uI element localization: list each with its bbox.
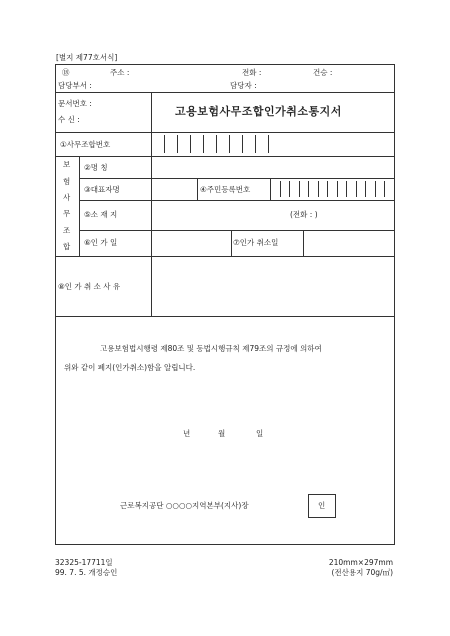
side-label-char: 보	[63, 160, 71, 170]
footer-revised: 99. 7. 5. 개정승인	[55, 568, 118, 577]
recipient-label: 수 신 :	[58, 115, 80, 124]
digit-box-divider	[190, 135, 191, 153]
rrn-boxes[interactable]	[270, 178, 394, 200]
document-title: 고용보험사무조합인가취소통지서	[175, 105, 342, 118]
side-label-char: 사	[63, 192, 71, 202]
digit-box-divider	[299, 181, 300, 197]
digit-box-divider	[229, 135, 230, 153]
rrn-label: ④주민등록번호	[200, 185, 251, 194]
date-month: 월	[218, 429, 226, 438]
body-line-1: 고용보험법시행령 제80조 및 동법시행규칙 제79조의 규정에 의하여	[100, 344, 322, 353]
sender-line: 근로복지공단 ○○○○지역본부(지사)장	[120, 501, 249, 510]
side-label-char: 합	[63, 241, 71, 251]
union-number-label: ①사무조합번호	[60, 140, 111, 149]
digit-box-divider	[318, 181, 319, 197]
header-mark: ⑱	[62, 68, 70, 77]
form-number-label: [별지 제77호서식]	[56, 53, 118, 62]
representative-label: ③대표자명	[84, 185, 120, 194]
seal-text: 인	[318, 501, 326, 510]
ext-label: 건승 :	[313, 68, 333, 77]
date-day: 일	[256, 429, 264, 438]
digit-box-divider	[356, 181, 357, 197]
location-label: ⑤소 재 지	[84, 210, 118, 219]
digit-box-divider	[255, 135, 256, 153]
digit-box-divider	[164, 135, 165, 153]
location-phone: (전화 : )	[290, 210, 318, 219]
address-label: 주소 :	[110, 68, 130, 77]
digit-box-divider	[384, 181, 385, 197]
name-label: ②명 칭	[84, 163, 108, 172]
digit-box-divider	[308, 181, 309, 197]
side-label-char: 험	[63, 176, 71, 186]
digit-box-divider	[177, 135, 178, 153]
footer-paper: (전산용지 70g/㎡)	[331, 568, 393, 577]
digit-box-divider	[337, 181, 338, 197]
union-number-boxes[interactable]	[151, 132, 281, 156]
digit-box-divider	[242, 135, 243, 153]
manager-label: 담당자 :	[230, 81, 257, 90]
date-year: 년	[183, 429, 191, 438]
digit-box-divider	[365, 181, 366, 197]
digit-box-divider	[268, 135, 269, 153]
side-label-char: 조	[63, 225, 71, 235]
approval-date-label: ⑥인 가 일	[84, 238, 118, 247]
footer-size: 210mm×297mm	[328, 558, 393, 567]
digit-box-divider	[327, 181, 328, 197]
phone-label: 전화 :	[242, 68, 262, 77]
cancel-reason-label: ⑧인 가 취 소 사 유	[58, 282, 121, 291]
digit-box-divider	[375, 181, 376, 197]
body-line-2: 위와 같이 폐지(인가취소)함을 알립니다.	[64, 363, 196, 372]
doc-number-label: 문서번호 :	[58, 99, 92, 108]
digit-box-divider	[216, 135, 217, 153]
cancel-date-label: ⑦인가 취소일	[233, 238, 279, 247]
digit-box-divider	[346, 181, 347, 197]
dept-label: 담당부서 :	[58, 81, 92, 90]
insurance-union-side-label	[55, 157, 79, 255]
digit-box-divider	[280, 181, 281, 197]
footer-code: 32325-17711일	[55, 558, 113, 567]
side-label-char: 무	[63, 209, 71, 219]
digit-box-divider	[289, 181, 290, 197]
digit-box-divider	[203, 135, 204, 153]
